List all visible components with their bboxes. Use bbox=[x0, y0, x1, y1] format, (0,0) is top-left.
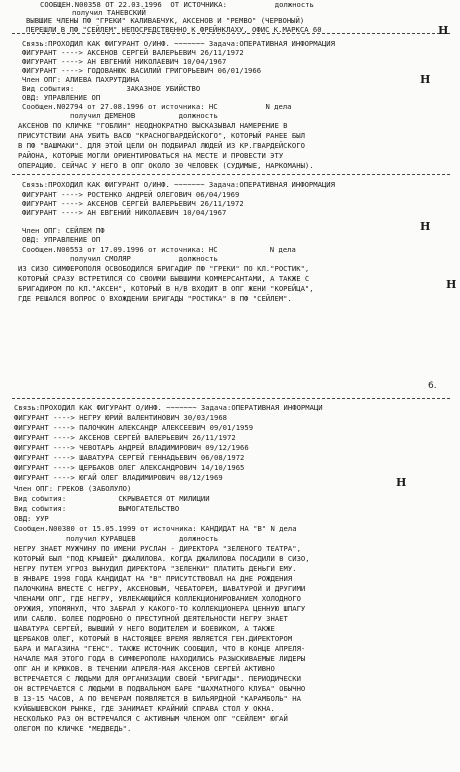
text-line: НАЧАЛЕ МАЯ ЭТОГО ГОДА В СИМФЕРОПОЛЕ НАХОДИЛИСЬ РАЗЫСКИВАЕМЫЕ ЛИДЕРЫ bbox=[14, 654, 306, 663]
text-line: ОВД: УПРАВЛЕНИЕ ОП bbox=[22, 235, 101, 244]
text-line: ЩЕРБАКОВ ОЛЕГ, КОТОРЫЙ В НАСТОЯЩЕЕ ВРЕМЯ ЯВЛЯЕТСЯ ГЕН.ДИРЕКТОРОМ bbox=[14, 634, 293, 643]
text-line: получил ТАНЕВСКИЙ bbox=[72, 8, 146, 17]
text-line: ОПЕРАЦИЮ. СЕЙЧАС У НЕГО В ОПГ ОКОЛО 30 ЧЕЛОВЕК (СУДИМЫЕ, НАРКОМАНЫ). bbox=[18, 161, 314, 170]
margin-mark: Н bbox=[438, 24, 449, 37]
text-line: ФИГУРАНТ ----> ГОДОВАНЮК ВАСИЛИЙ ГРИГОРЬЕВИЧ 06/01/1966 bbox=[22, 66, 262, 75]
margin-mark: Н bbox=[396, 476, 407, 489]
section-divider-3 bbox=[12, 398, 450, 400]
text-line: Член ОПГ: АЛИЕВА ПАХРУТДИНА bbox=[22, 75, 140, 84]
text-line: БРИГАДИРОМ ПО КЛ."АКСЕН", КОТОРЫЙ В Н/В ВХОДИТ В ОПГ ЖЕНИ "КОРЕЙЦА", bbox=[18, 284, 314, 293]
text-line: ОН ВСТРЕЧАЕТСЯ С ЛЮДЬМИ В ПОДВАЛЬНОМ БАРЕ "ШАХМАТНОГО КЛУБА" ОБЫЧНО bbox=[14, 684, 306, 693]
text-line: ОВД: УУР bbox=[14, 514, 49, 523]
section-divider-2 bbox=[12, 174, 450, 176]
text-line: ШАВАТУРА СЕРГЕЙ, ВЫВШИЙ У НЕГО ВОДИТЕЛЕМ И БОЕВИКОМ, А ТАКЖЕ bbox=[14, 624, 275, 633]
text-line: ПАЛОЧКИНА ВМЕСТЕ С НЕГРУ, АКСЕНОВЫМ, ЧЕБАТОРЕМ, ШАВАТУРОЙ И ДРУГИМИ bbox=[14, 584, 306, 593]
text-line: ПРИСУТСТВИИ АНА УБИТЬ ВАСЮ "КРАСНОГВАРДЕЙСКОГО", КОТОРЫЙ РАНЕЕ БЫЛ bbox=[18, 131, 305, 140]
text-line: ФИГУРАНТ ----> ЩЕРБАКОВ ОЛЕГ АЛЕКСАНДРОВИЧ 14/10/1965 bbox=[14, 463, 245, 472]
text-line: Член ОПГ: СЕЙЛЕМ ПФ bbox=[22, 226, 105, 235]
text-line: РАЙОНА, КОТОРЫЕ МОГЛИ ОРИЕНТИРОВАТЬСЯ НА МЕСТЕ И ПРОВЕСТИ ЭТУ bbox=[18, 151, 284, 160]
text-line: БАРА И МАГАЗИНА "ГЕНС". ТАКЖЕ ИСТОЧНИК СООБЩИЛ, ЧТО В КОНЦЕ АПРЕЛЯ- bbox=[14, 644, 306, 653]
text-line: ОПГ АН И КРЮКОВ. В ТЕЧЕНИИ АПРЕЛЯ-МАЯ АКСЕНОВ СЕРГЕЙ АКТИВНО bbox=[14, 664, 275, 673]
text-line: ФИГУРАНТ ----> АН ЕВГЕНИЙ НИКОЛАЕВИЧ 10/04/1967 bbox=[22, 57, 227, 66]
text-line: В ПФ "ВАШМАКИ". ДЛЯ ЭТОЙ ЦЕЛИ ОН ПОДБИРАЛ ЛЮДЕЙ ИЗ КР.ГВАРДЕЙСКОГО bbox=[18, 141, 305, 150]
text-line: Связь:ПРОХОДИЛ КАК ФИГУРАНТ О/ИНФ. ~~~~~~~ Задача:ОПЕРАТИВНАЯ ИНФОРМАЦИЯ bbox=[22, 180, 336, 189]
text-line: Связь:ПРОХОДИЛ КАК ФИГУРАНТ О/ИНФ. ~~~~~~~ Задача:ОПЕРАТИВНАЯ ИНФОРМАЦИ bbox=[14, 403, 323, 412]
text-line: НЕСКОЛЬКО РАЗ ОН ВСТРЕЧАЛСЯ С АКТИВНЫМ ЧЛЕНОМ ОПГ "СЕЙЛЕМ" ЮГАЙ bbox=[14, 714, 288, 723]
text-line: получил КУРАВЦЕВ должность bbox=[66, 534, 219, 543]
text-line: ИЗ СИЗО СИМФЕРОПОЛЯ ОСВОБОДИЛСЯ БРИГАДИР ПФ "ГРЕКИ" ПО КЛ."РОСТИК", bbox=[18, 264, 310, 273]
text-line: ФИГУРАНТ ----> ПАЛОЧКИН АЛЕКСАНДР АЛЕКСЕЕВИЧ 09/01/1959 bbox=[14, 423, 254, 432]
text-line: ЧЛЕНАМИ ОПГ, ГДЕ НЕГРУ, УВЛЕКАЮЩИЙСЯ КОЛЛЕКЦИОНИРОВАНИЕМ ХОЛОДНОГО bbox=[14, 594, 301, 603]
text-line: ПЕРЕШЛИ В ПФ "СЕЙЛЕМ" НЕПОСРЕДСТВЕННО К ФРЕЙНКЛАХУ, ОФИС К.МАРКСА 60 bbox=[26, 25, 322, 34]
text-line: ВСТРЕЧАЕТСЯ С ЛЮДЬМИ ДЛЯ ОРГАНИЗАЦИИ СВОЕЙ "БРИГАДЫ". ПЕРИОДИЧЕСКИ bbox=[14, 674, 301, 683]
text-line: АКСЕНОВ ПО КЛИЧКЕ "ГОБЛИН" НЕОДНОКРАТНО ВЫСКАЗЫВАЛ НАМЕРЕНИЕ В bbox=[18, 121, 288, 130]
margin-mark: Н bbox=[420, 220, 431, 233]
text-line: СООБЩЕН.N00358 ОТ 22.03.1996 ОТ ИСТОЧНИКА: должность bbox=[40, 0, 314, 9]
text-line: КОТОРЫЙ БЫЛ "ПОД КРЫШЕЙ" ДЖАЛИЛОВА. КОГДА ДЖАЛИЛОВА ПОСАДИЛИ В СИЗО, bbox=[14, 554, 310, 563]
text-line: Вид события: ЗАКАЗНОЕ УБИЙСТВО bbox=[22, 84, 201, 93]
text-line: ИЛИ САБЛЮ. БОЛЕЕ ПОДРОБНО О ПРЕСТУПНОЙ ДЕЯТЕЛЬНОСТИ НЕГРУ ЗНАЕТ bbox=[14, 614, 288, 623]
text-line: ОЛЕГОМ ПО КЛИЧКЕ "МЕДВЕДЬ". bbox=[14, 724, 132, 733]
text-line: Сообщен.N02794 от 27.08.1996 от источника: НС N дела bbox=[22, 102, 292, 111]
text-line: получил СМОЛЯР должность bbox=[70, 254, 218, 263]
text-line: Сообщен.N00380 от 15.05.1999 от источника: КАНДИДАТ НА "В" N дела bbox=[14, 524, 297, 533]
text-line: ФИГУРАНТ ----> АКСЕНОВ СЕРГЕЙ ВАЛЕРЬЕВИЧ 26/11/1972 bbox=[14, 433, 236, 442]
text-line: НЕГРУ ПУТЕМ УГРОЗ ВЫНУДИЛ ДИРЕКТОРА "ЗЕЛЕНКИ" ПЛАТИТЬ ДЕНЬГИ ЕМУ. bbox=[14, 564, 297, 573]
text-line: ФИГУРАНТ ----> АКСЕНОВ СЕРГЕЙ ВАЛЕРЬЕВИЧ 26/11/1972 bbox=[22, 199, 244, 208]
text-line: Член ОПГ: ГРЕКОВ (ЗАБОЛУЛО) bbox=[14, 484, 132, 493]
text-line: Связь:ПРОХОДИЛ КАК ФИГУРАНТ О/ИНФ. ~~~~~~~ Задача:ОПЕРАТИВНАЯ ИНФОРМАЦИЯ bbox=[22, 39, 336, 48]
text-line: ВЫВШИЕ ЧЛЕНЫ ПФ "ГРЕКИ" КАЛИВАБЧУК, АКСЕНОВ И "РЕМВО" (ЧЕРВОНЫЙ) bbox=[26, 16, 305, 25]
text-line: ФИГУРАНТ ----> РОСТЕНКО АНДРЕЙ ОЛЕГОВИЧ 06/04/1969 bbox=[22, 190, 240, 199]
text-line: ФИГУРАНТ ----> НЕГРУ ЮРИЙ ВАЛЕНТИНОВИЧ 30/03/1968 bbox=[14, 413, 228, 422]
text-line: ФИГУРАНТ ----> ЮГАЙ ОЛЕГ ВЛАДИМИРОВИЧ 08/12/1969 bbox=[14, 473, 223, 482]
text-line: Сообщен.N00553 от 17.09.1996 от источника: НС N дела bbox=[22, 245, 296, 254]
text-line: КОТОРЫЙ СРАЗУ ВСТРЕТИЛСЯ СО СВОИМИ БЫВШИМИ КОММЕРСАНТАМИ, А ТАКЖЕ С bbox=[18, 274, 310, 283]
text-line: НЕГРУ ЗНАЕТ МУЖЧИНУ ПО ИМЕНИ РУСЛАН - ДИРЕКТОРА "ЗЕЛЕНОГО ТЕАТРА", bbox=[14, 544, 301, 553]
text-line: КУЙБЫШЕВСКОМ РЫНКЕ, ГДЕ ЗАНИМАЕТ КРАЙНИЙ СПРАВА СТОЛ У ОКНА. bbox=[14, 704, 275, 713]
text-line: В 13-15 ЧАСОВ, А ПО ВЕЧЕРАМ ПОЯВЛЯЕТСЯ В БИЛЬЯРДНОЙ "КАРАМБОЛЬ" НА bbox=[14, 694, 301, 703]
text-line: ОРУЖИЯ, УПОМЯНУЛ, ЧТО ЗАБРАЛ У КАКОГО-ТО КОЛЛЕКЦИОНЕРА ЦЕННУЮ ШПАГУ bbox=[14, 604, 306, 613]
text-line: В ЯНВАРЕ 1998 ГОДА КАНДИДАТ НА "В" ПРИСУТСТВОВАЛ НА ДНЕ РОЖДЕНИЯ bbox=[14, 574, 293, 583]
margin-mark: Н bbox=[420, 73, 431, 86]
page-number: 6. bbox=[428, 381, 437, 391]
text-line: Вид события: СКРЫВАЕТСЯ ОТ МИЛИЦИИ bbox=[14, 494, 210, 503]
text-line: ФИГУРАНТ ----> АН ЕВГЕНИЙ НИКОЛАЕВИЧ 10/04/1967 bbox=[22, 208, 227, 217]
text-line: Вид события: ВЫМОГАТЕЛЬСТВО bbox=[14, 504, 180, 513]
text-line: ФИГУРАНТ ----> АКСЕНОВ СЕРГЕЙ ВАЛЕРЬЕВИЧ 26/11/1972 bbox=[22, 48, 244, 57]
text-line: получил ДЕМЕНОВ должность bbox=[70, 111, 218, 120]
text-line: ФИГУРАНТ ----> ЧЕВОТАРЬ АНДРЕЙ ВЛАДИМИРОВИЧ 09/12/1966 bbox=[14, 443, 249, 452]
text-line: ГДЕ РЕШАЛСЯ ВОПРОС О ВХОЖДЕНИИ БРИГАДЫ "РОСТИКА" В ПФ "СЕЙЛЕМ". bbox=[18, 294, 292, 303]
text-line: ФИГУРАНТ ----> ШАВАТУРА СЕРГЕЙ ГЕННАДЬЕВИЧ 06/08/1972 bbox=[14, 453, 245, 462]
margin-mark: Н bbox=[446, 278, 457, 291]
text-line: ОВД: УПРАВЛЕНИЕ ОП bbox=[22, 93, 101, 102]
